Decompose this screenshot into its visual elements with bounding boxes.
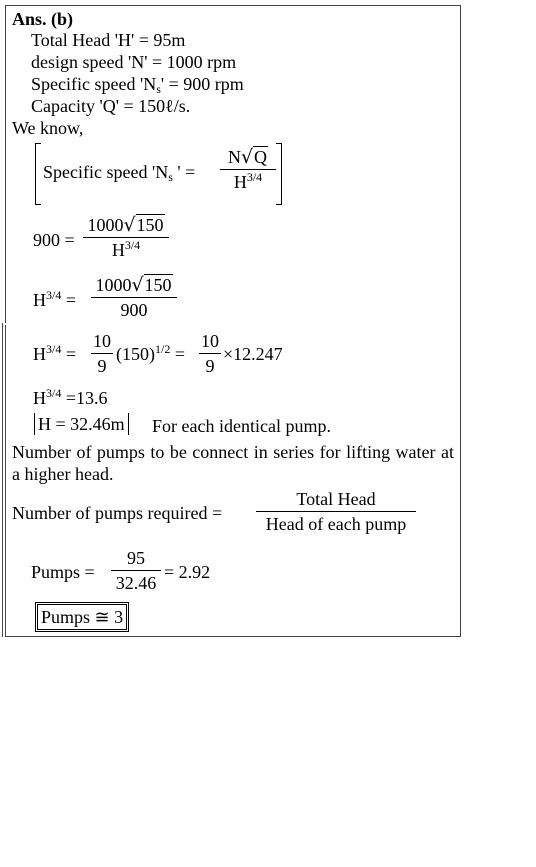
formula-bracket-left xyxy=(35,143,41,205)
specific-speed-fraction: N√Q $H^{3/4}$ xyxy=(220,146,276,193)
step4-equation: $H^{3/4} =13.6$ xyxy=(33,386,108,408)
step3-fraction-2: 10 9 xyxy=(201,331,219,376)
pumps-calc-result: = 2.92 xyxy=(164,562,211,582)
pumps-calc-label: Pumps = xyxy=(31,562,95,582)
frame-seam xyxy=(2,323,458,325)
step3-fraction-1: 10 9 xyxy=(93,331,111,376)
pumps-required-fraction: Total Head Head of each pump xyxy=(256,488,416,535)
series-explanation: Number of pumps to be connect in series for lifting water at a higher head. xyxy=(12,442,454,484)
head-result-box: H = 32.46m xyxy=(34,413,129,435)
given-head: Total Head 'H' = 95m xyxy=(31,30,186,50)
answer-heading: Ans. (b) xyxy=(12,9,74,29)
step3-product: ×12.247 xyxy=(223,344,283,364)
we-know-text: We know, xyxy=(12,118,84,138)
formula-bracket-right xyxy=(276,143,282,205)
step1-fraction: 1000√150 $H^{3/4}$ xyxy=(83,214,169,261)
step3-power: $(150)^{1/2}$ = xyxy=(116,342,185,364)
step1-lhs: 900 = xyxy=(33,230,75,250)
pumps-calc-fraction: 95 32.46 xyxy=(111,547,161,594)
given-specific-speed: Specific speed '$N_s' = 900$ rpm xyxy=(31,74,244,96)
step2-lhs: $H^{3/4}$ = xyxy=(33,288,76,310)
pumps-required-label: Number of pumps required = xyxy=(12,503,223,523)
step2-fraction: 1000√150 900 xyxy=(91,274,177,321)
given-speed: design speed 'N' = 1000 rpm xyxy=(31,52,237,72)
frame-seam-left xyxy=(2,323,3,637)
step3-lhs: $H^{3/4}$ = xyxy=(33,342,76,364)
formula-label: Specific speed '$N_s$ ' = xyxy=(43,162,196,184)
given-capacity: Capacity 'Q' = 150ℓ/s. xyxy=(31,96,191,116)
head-result-note: For each identical pump. xyxy=(152,416,331,436)
final-answer-box: Pumps ≅ 3 xyxy=(35,602,129,632)
